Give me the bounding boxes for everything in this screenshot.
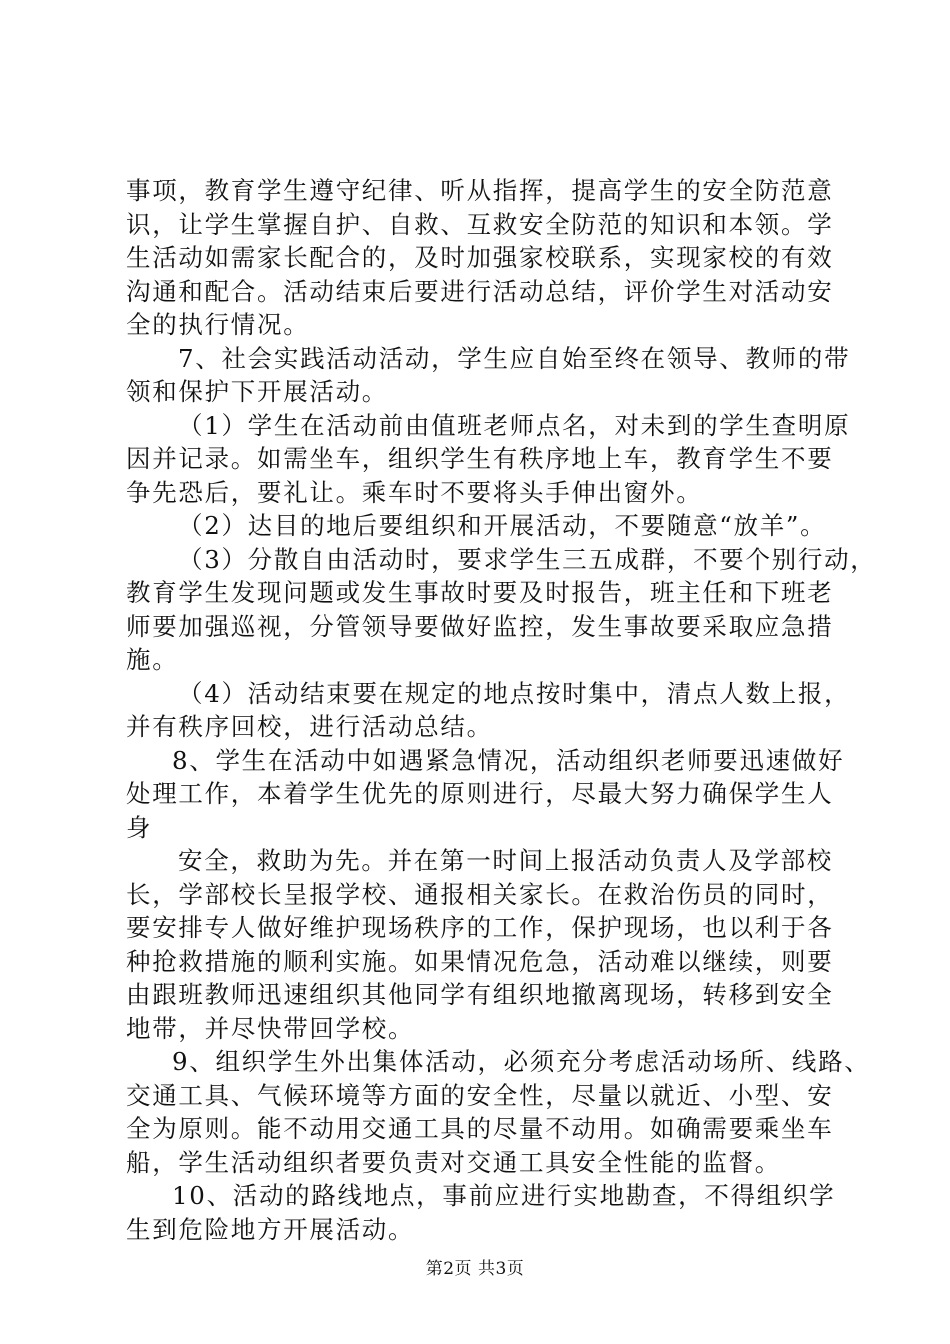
body-text-line: 安全，救助为先。并在第一时间上报活动负责人及学部校 (178, 846, 833, 875)
body-text-line: 师要加强巡视，分管领导要做好监控，发生事故要采取应急措 (126, 611, 834, 641)
body-text-line: 教育学生发现问题或发生事故时要及时报告，班主任和下班老 (126, 578, 834, 607)
body-text-line: 事项，教育学生遵守纪律、听从指挥，提高学生的安全防范意 (126, 176, 834, 205)
body-text-line: （4）活动结束要在规定的地点按时集中，清点人数上报， (178, 678, 851, 708)
body-text-line: 要安排专人做好维护现场秩序的工作，保护现场，也以利于各 (126, 913, 834, 942)
body-text-line: 并有秩序回校，进行活动总结。 (126, 712, 493, 741)
body-text-line: 因并记录。如需坐车，组织学生有秩序地上车，教育学生不要 (126, 444, 834, 473)
body-text-line: （3）分散自由活动时，要求学生三五成群，不要个别行动， (178, 544, 877, 574)
body-text-line: 种抢救措施的顺利实施。如果情况危急，活动难以继续，则要 (126, 946, 834, 976)
body-text-line: 沟通和配合。活动结束后要进行活动总结，评价学生对活动安 (126, 276, 834, 306)
body-text-line: 9、组织学生外出集体活动，必须充分考虑活动场所、线路、 (172, 1047, 871, 1076)
body-text-line: 施。 (126, 645, 179, 674)
body-text-line: 由跟班教师迅速组织其他同学有组织地撤离现场，转移到安全 (126, 980, 834, 1009)
body-text-line: 全的执行情况。 (126, 310, 310, 339)
body-text-line: 交通工具、气候环境等方面的安全性，尽量以就近、小型、安 (126, 1080, 834, 1110)
body-text-line: 领和保护下开展活动。 (126, 377, 388, 406)
body-text-line: 长，学部校长呈报学校、通报相关家长。在救治伤员的同时， (126, 879, 834, 909)
body-text-line: 8、学生在活动中如遇紧急情况，活动组织老师要迅速做好 (172, 745, 845, 775)
body-text-line: 处理工作，本着学生优先的原则进行，尽最大努力确保学生人 (126, 779, 834, 808)
body-text-line: 全为原则。能不动用交通工具的尽量不动用。如确需要乘坐车 (126, 1114, 834, 1143)
body-text-line: 7、社会实践活动活动，学生应自始至终在领导、教师的带 (178, 343, 851, 373)
body-text-line: 识，让学生掌握自护、自救、互救安全防范的知识和本领。学 (126, 209, 834, 239)
body-text-line: 10、活动的路线地点，事前应进行实地勘查，不得组织学 (172, 1181, 836, 1210)
body-text-line: 地带，并尽快带回学校。 (126, 1013, 415, 1043)
body-text-line: （2）达目的地后要组织和开展活动，不要随意“放羊”。 (178, 511, 827, 540)
body-text-line: 船，学生活动组织者要负责对交通工具安全性能的监督。 (126, 1147, 781, 1177)
body-text-line: 争先恐后，要礼让。乘车时不要将头手伸出窗外。 (126, 477, 703, 507)
page-footer: 第2页 共3页 (425, 1258, 525, 1279)
body-text-line: 生活动如需家长配合的，及时加强家校联系，实现家校的有效 (126, 243, 834, 272)
body-text-line: 身 (126, 812, 153, 842)
body-text-line: （1）学生在活动前由值班老师点名，对未到的学生查明原 (178, 410, 851, 440)
body-text-line: 生到危险地方开展活动。 (126, 1214, 415, 1244)
